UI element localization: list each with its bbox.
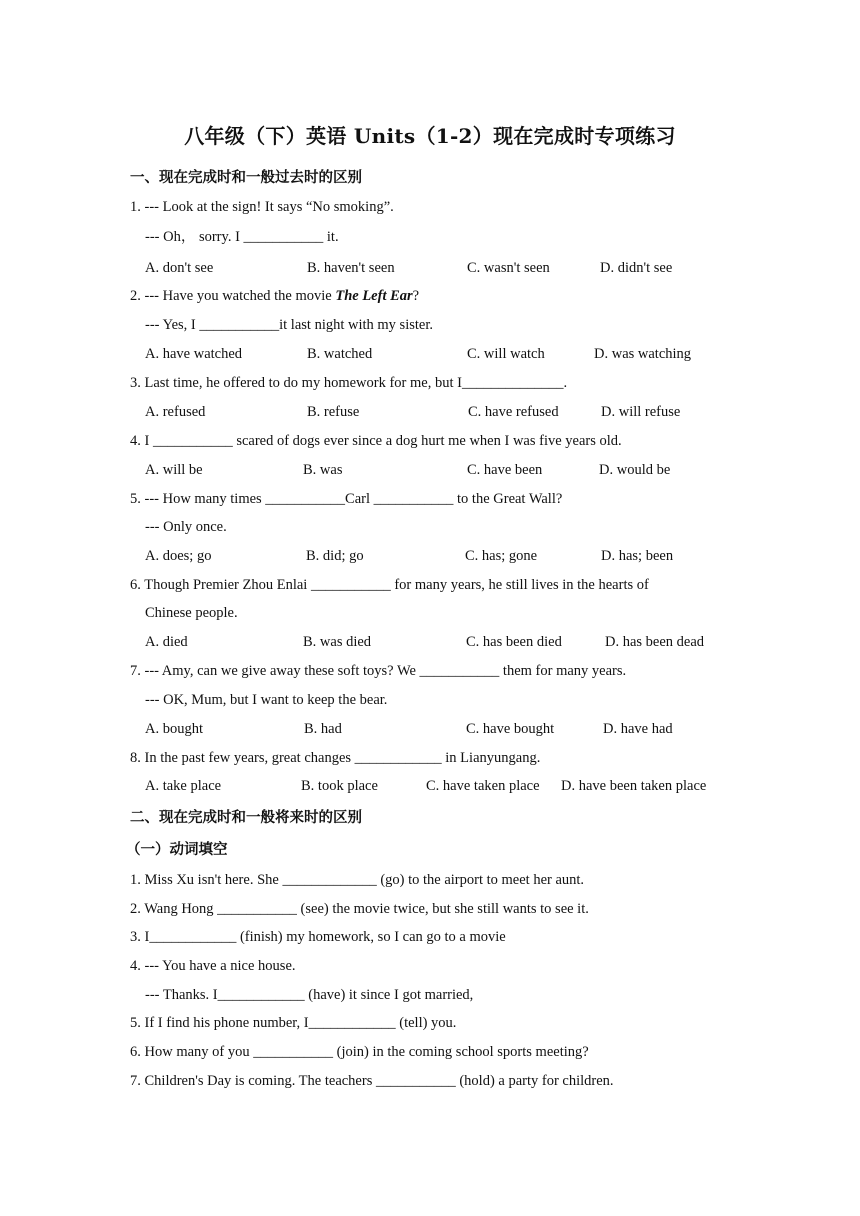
question-3-line-1: 3. Last time, he offered to do my homework for me, but I______________.: [130, 375, 568, 391]
option-a: A. take place: [145, 778, 222, 794]
option-a: A. have watched: [145, 346, 243, 362]
option-b: B. haven't seen: [307, 260, 395, 276]
fill-item: 2. Wang Hong ___________ (see) the movie twice, but she still wants to see it.: [130, 901, 589, 917]
question-5-line-2: --- Only once.: [145, 519, 227, 535]
option-a: A. will be: [145, 462, 203, 478]
question-5-line-1: 5. --- How many times ___________Carl ___________ to the Great Wall?: [130, 491, 563, 507]
option-c: C. has been died: [466, 634, 562, 650]
fill-item: 1. Miss Xu isn't here. She _____________ (go) to the airport to meet her aunt.: [130, 872, 585, 888]
option-c: C. will watch: [467, 346, 545, 362]
option-a: A. bought: [145, 721, 203, 737]
fill-item: 5. If I find his phone number, I____________ (tell) you.: [130, 1015, 457, 1031]
option-d: D. have had: [603, 721, 673, 737]
fill-item: 3. I____________ (finish) my homework, so I can go to a movie: [130, 929, 506, 945]
option-c: C. has; gone: [465, 548, 538, 564]
option-b: B. did; go: [306, 548, 364, 564]
option-b: B. refuse: [307, 404, 360, 420]
question-2-line-1: [130, 287, 419, 305]
question-7-line-2: --- OK, Mum, but I want to keep the bear.: [145, 692, 388, 708]
option-b: B. took place: [301, 778, 378, 794]
fill-item: 4. --- You have a nice house.: [130, 958, 296, 974]
option-a: A. died: [145, 634, 188, 650]
fill-item: 6. How many of you ___________ (join) in the coming school sports meeting?: [130, 1044, 589, 1060]
question-1-line-2: --- Oh， sorry. I ___________ it.: [145, 229, 339, 245]
option-d: D. didn't see: [600, 260, 673, 276]
movie-title: The Left Ear: [335, 288, 413, 304]
option-d: D. has; been: [601, 548, 674, 564]
option-d: D. will refuse: [601, 404, 681, 420]
section-heading-2: 二、现在完成时和一般将来时的区别: [130, 810, 362, 826]
question-2-text: 2. --- Have you watched the movie: [130, 288, 336, 304]
question-4-line-1: 4. I ___________ scared of dogs ever since a dog hurt me when I was five years old.: [130, 433, 622, 449]
option-d: D. would be: [599, 462, 671, 478]
fill-item: 7. Children's Day is coming. The teachers ___________ (hold) a party for children.: [130, 1073, 614, 1089]
option-c: C. have taken place: [426, 778, 540, 794]
option-c: C. have refused: [468, 404, 559, 420]
fill-item-continued: --- Thanks. I____________ (have) it since I got married,: [145, 987, 474, 1003]
question-7-line-1: 7. --- Amy, can we give away these soft toys? We ___________ them for many years.: [130, 663, 627, 679]
option-b: B. was: [303, 462, 343, 478]
option-c: C. have been: [467, 462, 543, 478]
subsection-heading: （一）动词填空: [126, 842, 228, 858]
option-c: C. have bought: [466, 721, 555, 737]
section-heading-1: 一、现在完成时和一般过去时的区别: [130, 170, 362, 186]
question-1-line-1: 1. --- Look at the sign! It says “No smoking”.: [130, 199, 394, 215]
option-d: D. was watching: [594, 346, 692, 362]
question-2-line-2: --- Yes, I ___________it last night with my sister.: [145, 317, 433, 333]
option-d: D. have been taken place: [561, 778, 707, 794]
option-d: D. has been dead: [605, 634, 705, 650]
option-a: A. don't see: [145, 260, 214, 276]
option-a: A. does; go: [145, 548, 212, 564]
option-a: A. refused: [145, 404, 206, 420]
question-8-line-1: 8. In the past few years, great changes ____________ in Lianyungang.: [130, 750, 541, 766]
option-b: B. was died: [303, 634, 372, 650]
question-6-line-1: 6. Though Premier Zhou Enlai ___________ for many years, he still lives in the hearts of: [130, 577, 649, 593]
question-6-line-2: Chinese people.: [145, 605, 238, 621]
option-b: B. watched: [307, 346, 373, 362]
page-title: 八年级（下）英语 Units（1-2）现在完成时专项练习: [184, 124, 676, 148]
question-2-mark: ?: [412, 288, 420, 304]
option-b: B. had: [304, 721, 342, 737]
option-c: C. wasn't seen: [467, 260, 550, 276]
